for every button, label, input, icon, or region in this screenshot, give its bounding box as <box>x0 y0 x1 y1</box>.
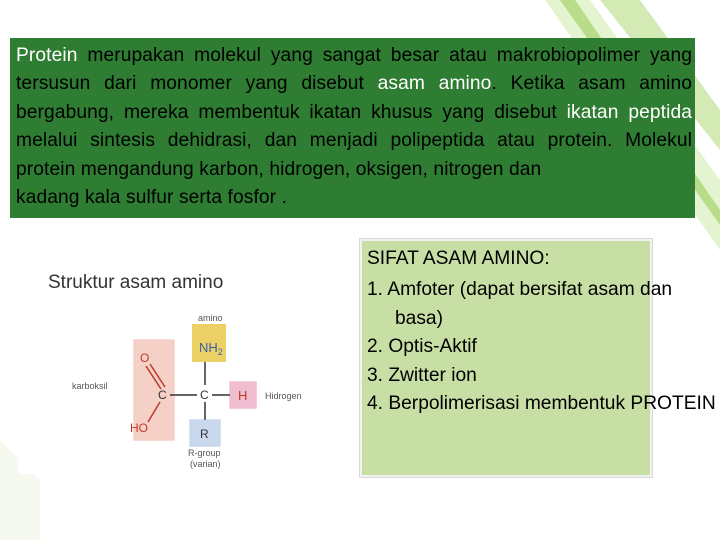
hidrogen-label: Hidrogen <box>265 391 302 401</box>
paragraph-part-3: melalui sintesis dehidrasi, dan menjadi polipeptida atau protein. Molekul protein mengandung karbon, hidrogen, oksigen, nitrogen dan <box>16 130 692 180</box>
property-item: 1. Amfoter (dapat bersifat asam dan basa) <box>367 279 673 329</box>
c2-label: C <box>200 388 209 402</box>
paragraph-part-2: . Ketika asam amino bergabung, mereka membentuk ikatan khusus yang disebut <box>16 73 693 123</box>
figure-title: Struktur asam amino <box>48 272 224 293</box>
amino-acid-structure-diagram <box>60 300 320 470</box>
term-protein: Protein <box>16 45 78 66</box>
r-label: R <box>200 427 209 441</box>
properties-list <box>367 276 720 419</box>
term-ikatan-peptida: ikatan peptida <box>566 101 692 123</box>
c1-label: C <box>158 388 167 402</box>
nh2-label: $NH_2$ <box>199 340 223 357</box>
term-asam-amino: asam amino <box>377 73 492 95</box>
amino-label: amino <box>198 313 223 323</box>
ho-label: HO <box>130 421 148 435</box>
paragraph-part-1: merupakan molekul yang sangat besar atau makrobiopolimer yang tersusun dari monomer yang disebut <box>16 45 692 95</box>
properties-title: SIFAT ASAM AMINO: <box>367 248 550 269</box>
paragraph-part-4: kadang kala sulfur serta fosfor . <box>16 187 287 209</box>
varian-label: (varian) <box>190 459 221 469</box>
property-item: 4. Berpolimerisasi membentuk PROTEIN <box>367 393 716 414</box>
property-item: 2. Optis-Aktif <box>367 336 477 357</box>
karboksil-label: karboksil <box>72 381 108 391</box>
property-item: 3. Zwitter ion <box>367 364 477 386</box>
protein-definition-paragraph <box>16 42 692 212</box>
oxygen-label: O <box>140 351 150 365</box>
rgroup-label: R-group <box>188 448 221 458</box>
h-label: H <box>238 388 248 403</box>
